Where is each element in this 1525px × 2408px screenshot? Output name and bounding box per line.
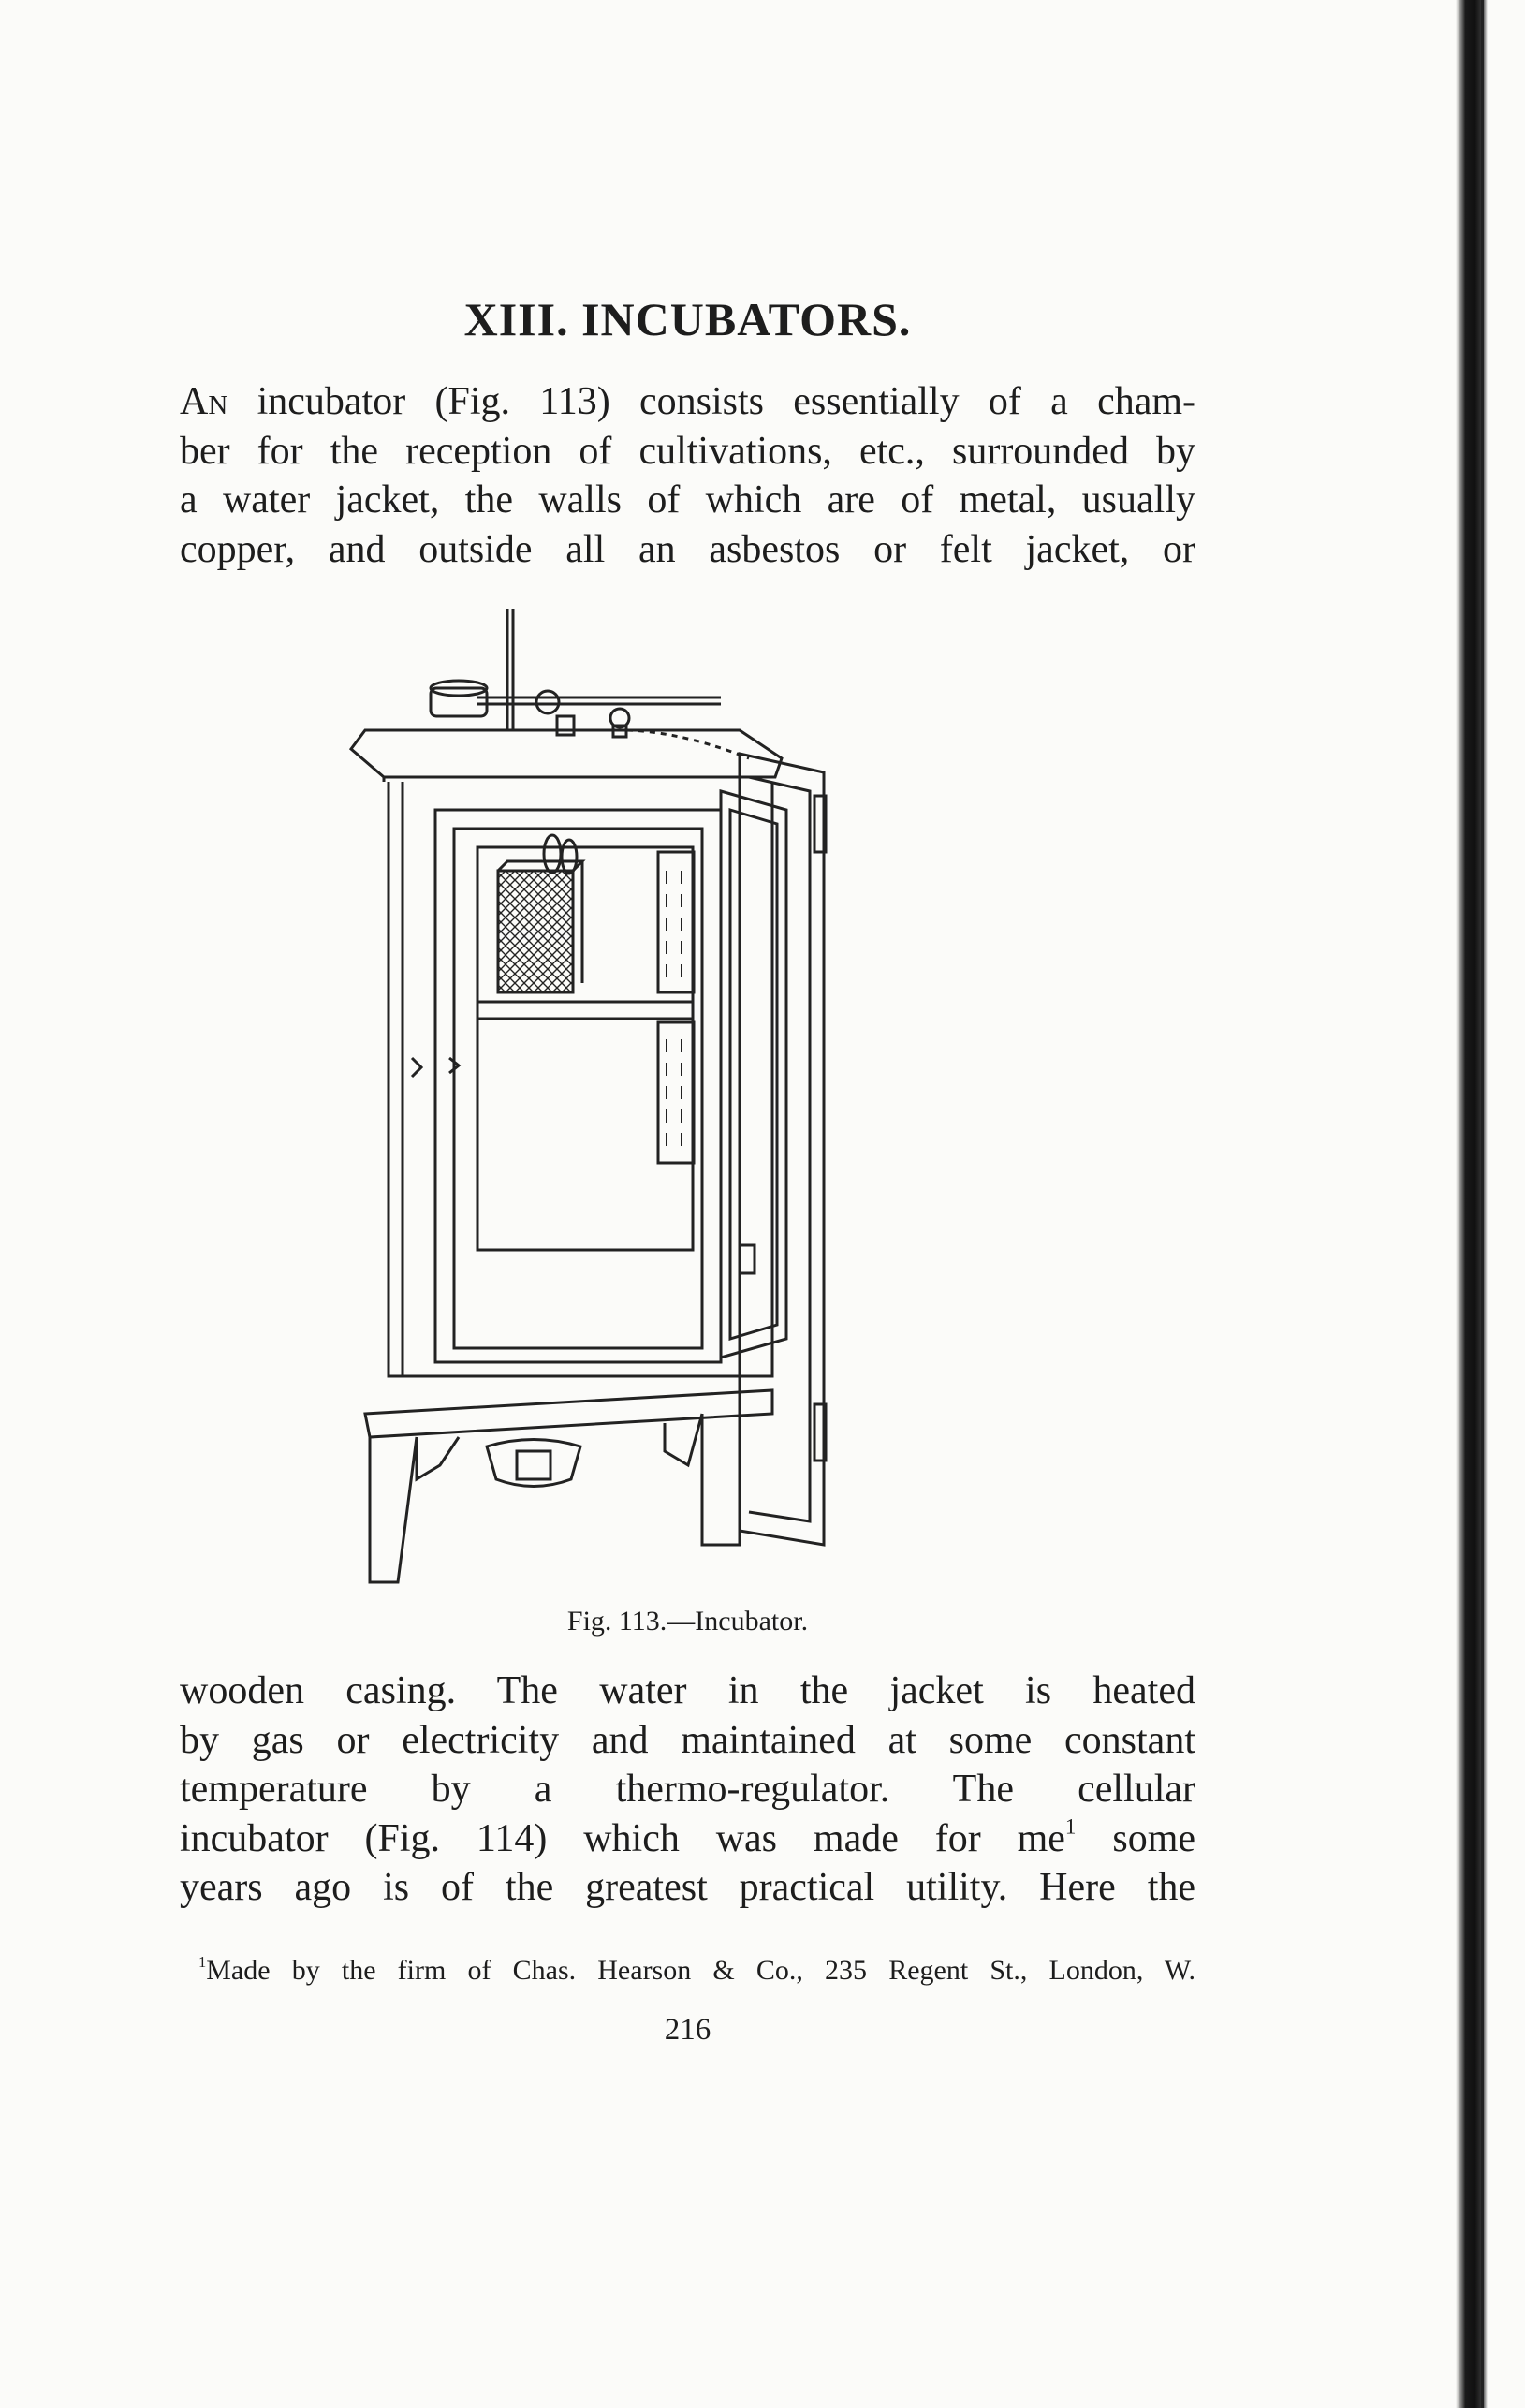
line-text: incubator (Fig. 114) which was made for me [180, 1816, 1065, 1860]
figure-caption: Fig. 113.—Incubator. [566, 1606, 809, 1637]
paragraph-intro [180, 377, 1195, 574]
footnote-marker: 1 [198, 1952, 207, 1971]
paragraph-line: temperature by a thermo-regulator. The cellular [180, 1768, 1195, 1811]
footnote [198, 1952, 1195, 1987]
dropcap-word: An [180, 380, 228, 423]
line-text: some [1076, 1816, 1196, 1860]
paragraph-line [180, 1814, 1195, 1864]
book-spine-line [1481, 0, 1484, 2408]
paragraph-continued [180, 1667, 1195, 1913]
paragraph-line: a water jacket, the walls of which are of metal, usually [180, 478, 1195, 521]
footnote-reference: 1 [1064, 1813, 1077, 1839]
chapter-heading: XIII. INCUBATORS. [463, 293, 912, 345]
paragraph-line: ber for the reception of cultivations, etc., surrounded by [180, 429, 1195, 473]
paragraph-line: wooden casing. The water in the jacket is heated [180, 1669, 1195, 1712]
paragraph-line [180, 377, 1195, 427]
paragraph-line: copper, and outside all an asbestos or felt jacket, or [180, 527, 1195, 571]
line-text: incubator (Fig. 113) consists essentially of a cham- [257, 380, 1196, 423]
incubator-illustration [346, 609, 1058, 1601]
paragraph-line: by gas or electricity and maintained at some constant [180, 1718, 1195, 1762]
paragraph-line: years ago is of the greatest practical utility. Here the [180, 1866, 1195, 1909]
footnote-text: Made by the firm of Chas. Hearson & Co., 235 Regent St., London, W. [206, 1955, 1195, 1986]
page-number: 216 [664, 2013, 711, 2047]
